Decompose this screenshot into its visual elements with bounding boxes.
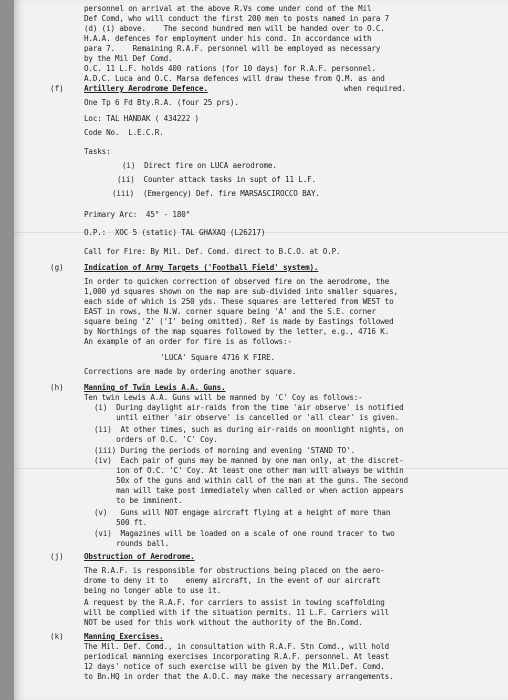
text-line: EAST in rows, the N.W. corner square being 'A' and the S.E. corner bbox=[84, 307, 376, 316]
text-line: to Bn.HQ in order that the A.O.C. may make the necessary arrangements. bbox=[84, 672, 394, 681]
text-line: man will take post immediately when called or when action appears bbox=[94, 486, 404, 495]
text-line: each side of which is 250 yds. These squares are lettered from WEST to bbox=[84, 297, 394, 306]
text-line: A request by the R.A.F. for carriers to assist in towing scaffolding bbox=[84, 598, 385, 607]
section-heading: Obstruction of Aerodrome. bbox=[84, 552, 195, 561]
text-line: Primary Arc: 45° - 180° bbox=[84, 210, 191, 219]
text-line: A.D.C. Luca and O.C. Marsa defences will draw these from Q.M. as and bbox=[84, 74, 385, 83]
text-line: (i) During daylight air-raids from the time 'air observe' is notified bbox=[94, 403, 404, 412]
text-line: square being 'Z' ('I' being omitted). Ref is made by Eastings followed bbox=[84, 317, 394, 326]
paragraph-number: (g) bbox=[50, 263, 64, 272]
text-line: Ten twin Lewis A.A. Guns will be manned by 'C' Coy as follows:- bbox=[84, 393, 363, 402]
text-line: Corrections are made by ordering another square. bbox=[84, 367, 297, 376]
text-line: Tasks: bbox=[84, 147, 111, 156]
text-line: (iv) Each pair of guns may be manned by one man only, at the discret- bbox=[94, 456, 404, 465]
text-line: when required. bbox=[344, 84, 406, 93]
text-line: until either 'air observe' is cancelled or 'all clear' is given. bbox=[94, 413, 400, 422]
text-line: personnel on arrival at the above R.Vs come under cond of the Mil bbox=[84, 4, 372, 13]
text-line: to be imminent. bbox=[94, 496, 183, 505]
text-line: (v) Guns will NOT engage aircraft flying at a height of more than bbox=[94, 508, 391, 517]
paragraph-number: (k) bbox=[50, 632, 64, 641]
text-line: 50x of the guns and within call of the man at the guns. The second bbox=[94, 476, 408, 485]
text-line: rounds ball. bbox=[94, 539, 170, 548]
text-line: H.A.A. defences for employment under his cond. In accordance with bbox=[84, 34, 372, 43]
text-line: periodical manning exercises incorporating R.A.F. personnel. At least bbox=[84, 652, 390, 661]
text-line: 500 ft. bbox=[94, 518, 148, 527]
section-heading: Artillery Aerodrome Defence. bbox=[84, 84, 208, 93]
text-line: (i) Direct fire on LUCA aerodrome. bbox=[122, 161, 277, 170]
text-line: 1,000 yd squares shown on the map are sub-divided into smaller squares, bbox=[84, 287, 398, 296]
text-line: (ii) Counter attack tasks in supt of 11 L.F. bbox=[117, 175, 316, 184]
text-line: Loc: TAL HANDAK ( 434222 ) bbox=[84, 114, 199, 123]
text-line: drome to deny it to enemy aircraft, in the event of our aircraft bbox=[84, 576, 381, 585]
text-line: The Mil. Def. Comd., in consultation with R.A.F. Stn Comd., will hold bbox=[84, 642, 390, 651]
text-line: being no longer able to use it. bbox=[84, 586, 222, 595]
text-line: will be complied with if the situation permits. 11 L.F. Carriers will bbox=[84, 608, 390, 617]
text-line: O.C. 11 L.F. holds 400 rations (for 10 days) for R.A.F. personnel. bbox=[84, 64, 376, 73]
paragraph-number: (j) bbox=[50, 552, 64, 561]
text-line: ion of O.C. 'C' Coy. At least one other man will always be within bbox=[94, 466, 404, 475]
text-line: (vi) Magazines will be loaded on a scale of one round tracer to two bbox=[94, 529, 395, 538]
text-line: (iii) During the periods of morning and evening 'STAND TO'. bbox=[94, 446, 355, 455]
document-page bbox=[14, 0, 508, 700]
text-line: (iii) (Emergency) Def. fire MARSASCIROCCO BAY. bbox=[112, 189, 320, 198]
text-line: In order to quicken correction of observed fire on the aerodrome, the bbox=[84, 277, 390, 286]
text-line: Def Comd, who will conduct the first 200 men to posts named in para 7 bbox=[84, 14, 390, 23]
text-line: by the Mil Def Comd. bbox=[84, 54, 173, 63]
text-line: by Northings of the map squares followed by the letter, e.g., 4716 K. bbox=[84, 327, 390, 336]
section-heading: Indication of Army Targets ('Football Field' system). bbox=[84, 263, 319, 272]
paragraph-number: (h) bbox=[50, 383, 64, 392]
paragraph-number: (f) bbox=[50, 84, 64, 93]
text-line: orders of O.C. 'C' Coy. bbox=[94, 435, 218, 444]
text-line: (d) (i) above. The second hundred men will be handed over to O.C. bbox=[84, 24, 385, 33]
text-line: NOT be used for this work without the authority of the Bn.Comd. bbox=[84, 618, 363, 627]
text-line: Call for Fire: By Mil. Def. Comd. direct to B.C.O. at O.P. bbox=[84, 247, 341, 256]
text-line: (ii) At other times, such as during air-raids on moonlight nights, on bbox=[94, 425, 404, 434]
text-line: para 7. Remaining R.A.F. personnel will be employed as necessary bbox=[84, 44, 381, 53]
section-heading: Manning of Twin Lewis A.A. Guns. bbox=[84, 383, 226, 392]
text-line: The R.A.F. is responsible for obstructions being placed on the aero- bbox=[84, 566, 385, 575]
text-line: An example of an order for fire is as follows:- bbox=[84, 337, 292, 346]
text-line: 'LUCA' Square 4716 K FIRE. bbox=[160, 353, 275, 362]
text-line: Code No. L.E.C.R. bbox=[84, 128, 164, 137]
text-line: 12 days' notice of such exercise will be given by the Mil.Def. Comd. bbox=[84, 662, 385, 671]
text-line: One Tp 6 Fd Bty.R.A. (four 25 prs). bbox=[84, 98, 239, 107]
text-line: O.P.: XOC 5 (static) TAL GHAXAQ (L26217) bbox=[84, 228, 266, 237]
section-heading: Manning Exercises. bbox=[84, 632, 164, 641]
